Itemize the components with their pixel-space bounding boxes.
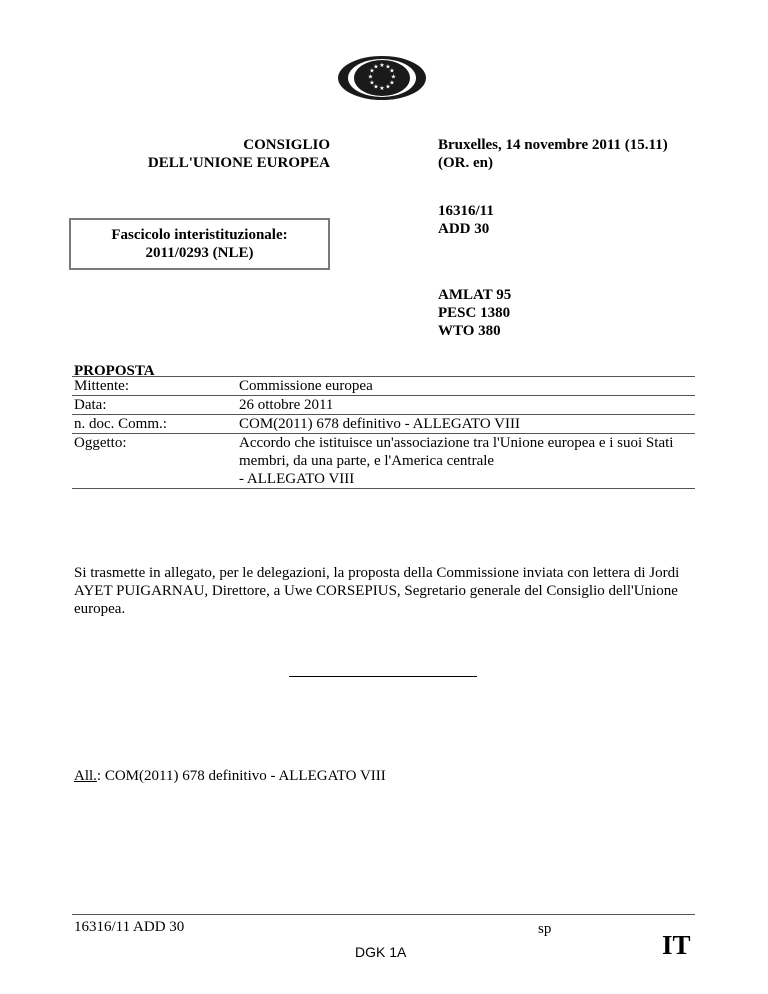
footer-reference: 16316/11 ADD 30	[74, 919, 185, 935]
proposal-value: COM(2011) 678 definitivo - ALLEGATO VIII	[239, 416, 520, 432]
svg-text:★: ★	[379, 62, 385, 69]
attachment-label: All.	[74, 768, 97, 784]
svg-text:★: ★	[373, 63, 379, 71]
document-number: 16316/11	[438, 203, 494, 219]
svg-text:★: ★	[385, 63, 391, 71]
footer-department: DGK 1A	[355, 944, 407, 960]
code-wto: WTO 380	[438, 323, 501, 339]
code-amlat: AMLAT 95	[438, 287, 512, 303]
svg-text:★: ★	[379, 85, 385, 92]
proposal-title: PROPOSTA	[74, 363, 155, 379]
separator-line	[289, 676, 477, 677]
subject-annex: - ALLEGATO VIII	[239, 471, 355, 487]
footer-language: IT	[662, 930, 691, 960]
proposal-row-sender	[72, 376, 695, 395]
addendum-number: ADD 30	[438, 221, 490, 237]
interinstitutional-file-box	[69, 218, 330, 270]
interinstitutional-label: Fascicolo interistituzionale:	[111, 227, 288, 243]
council-name	[110, 136, 330, 172]
footer-initials: sp	[538, 921, 552, 937]
attachment-value: : COM(2011) 678 definitivo - ALLEGATO VIII	[96, 768, 386, 784]
code-pesc: PESC 1380	[438, 305, 511, 321]
svg-text:★: ★	[390, 73, 397, 81]
subject-text: Accordo che istituisce un'associazione tra l'Unione europea e i suoi Stati membri, da una parte, e l'America centrale	[239, 435, 674, 469]
svg-text:★: ★	[385, 83, 391, 91]
svg-text:★: ★	[389, 67, 395, 75]
proposal-label: Data:	[74, 397, 107, 413]
footer-rule	[72, 914, 695, 915]
proposal-value: Commissione europea	[239, 378, 373, 394]
proposal-table	[72, 376, 695, 489]
attachment-line	[74, 767, 674, 785]
svg-text:★: ★	[367, 73, 374, 81]
proposal-row-subject	[72, 433, 695, 489]
svg-text:★: ★	[389, 79, 395, 87]
svg-text:★: ★	[369, 67, 375, 75]
proposal-label: Oggetto:	[74, 435, 127, 451]
council-line-2: DELL'UNIONE EUROPEA	[147, 155, 330, 171]
proposal-row-date	[72, 395, 695, 414]
proposal-label: n. doc. Comm.:	[74, 416, 167, 432]
interinstitutional-value: 2011/0293 (NLE)	[145, 245, 254, 261]
svg-text:★: ★	[373, 83, 379, 91]
proposal-value	[239, 434, 695, 488]
document-meta	[438, 136, 738, 340]
svg-text:★: ★	[369, 79, 375, 87]
council-line-1: CONSIGLIO	[243, 137, 330, 153]
council-logo-icon	[337, 53, 427, 103]
place-date: Bruxelles, 14 novembre 2011 (15.11)	[438, 137, 668, 153]
proposal-value: 26 ottobre 2011	[239, 397, 334, 413]
transmission-text: Si trasmette in allegato, per le delegazioni, la proposta della Commissione inviata con lettera di Jordi AYET PUIGARNAU, Direttore, a Uwe CORSEPIUS, Segretario generale del Consiglio dell'Unione europea.	[74, 565, 680, 617]
original-language: (OR. en)	[438, 155, 493, 171]
proposal-row-commission-doc	[72, 414, 695, 433]
proposal-label: Mittente:	[74, 378, 129, 394]
